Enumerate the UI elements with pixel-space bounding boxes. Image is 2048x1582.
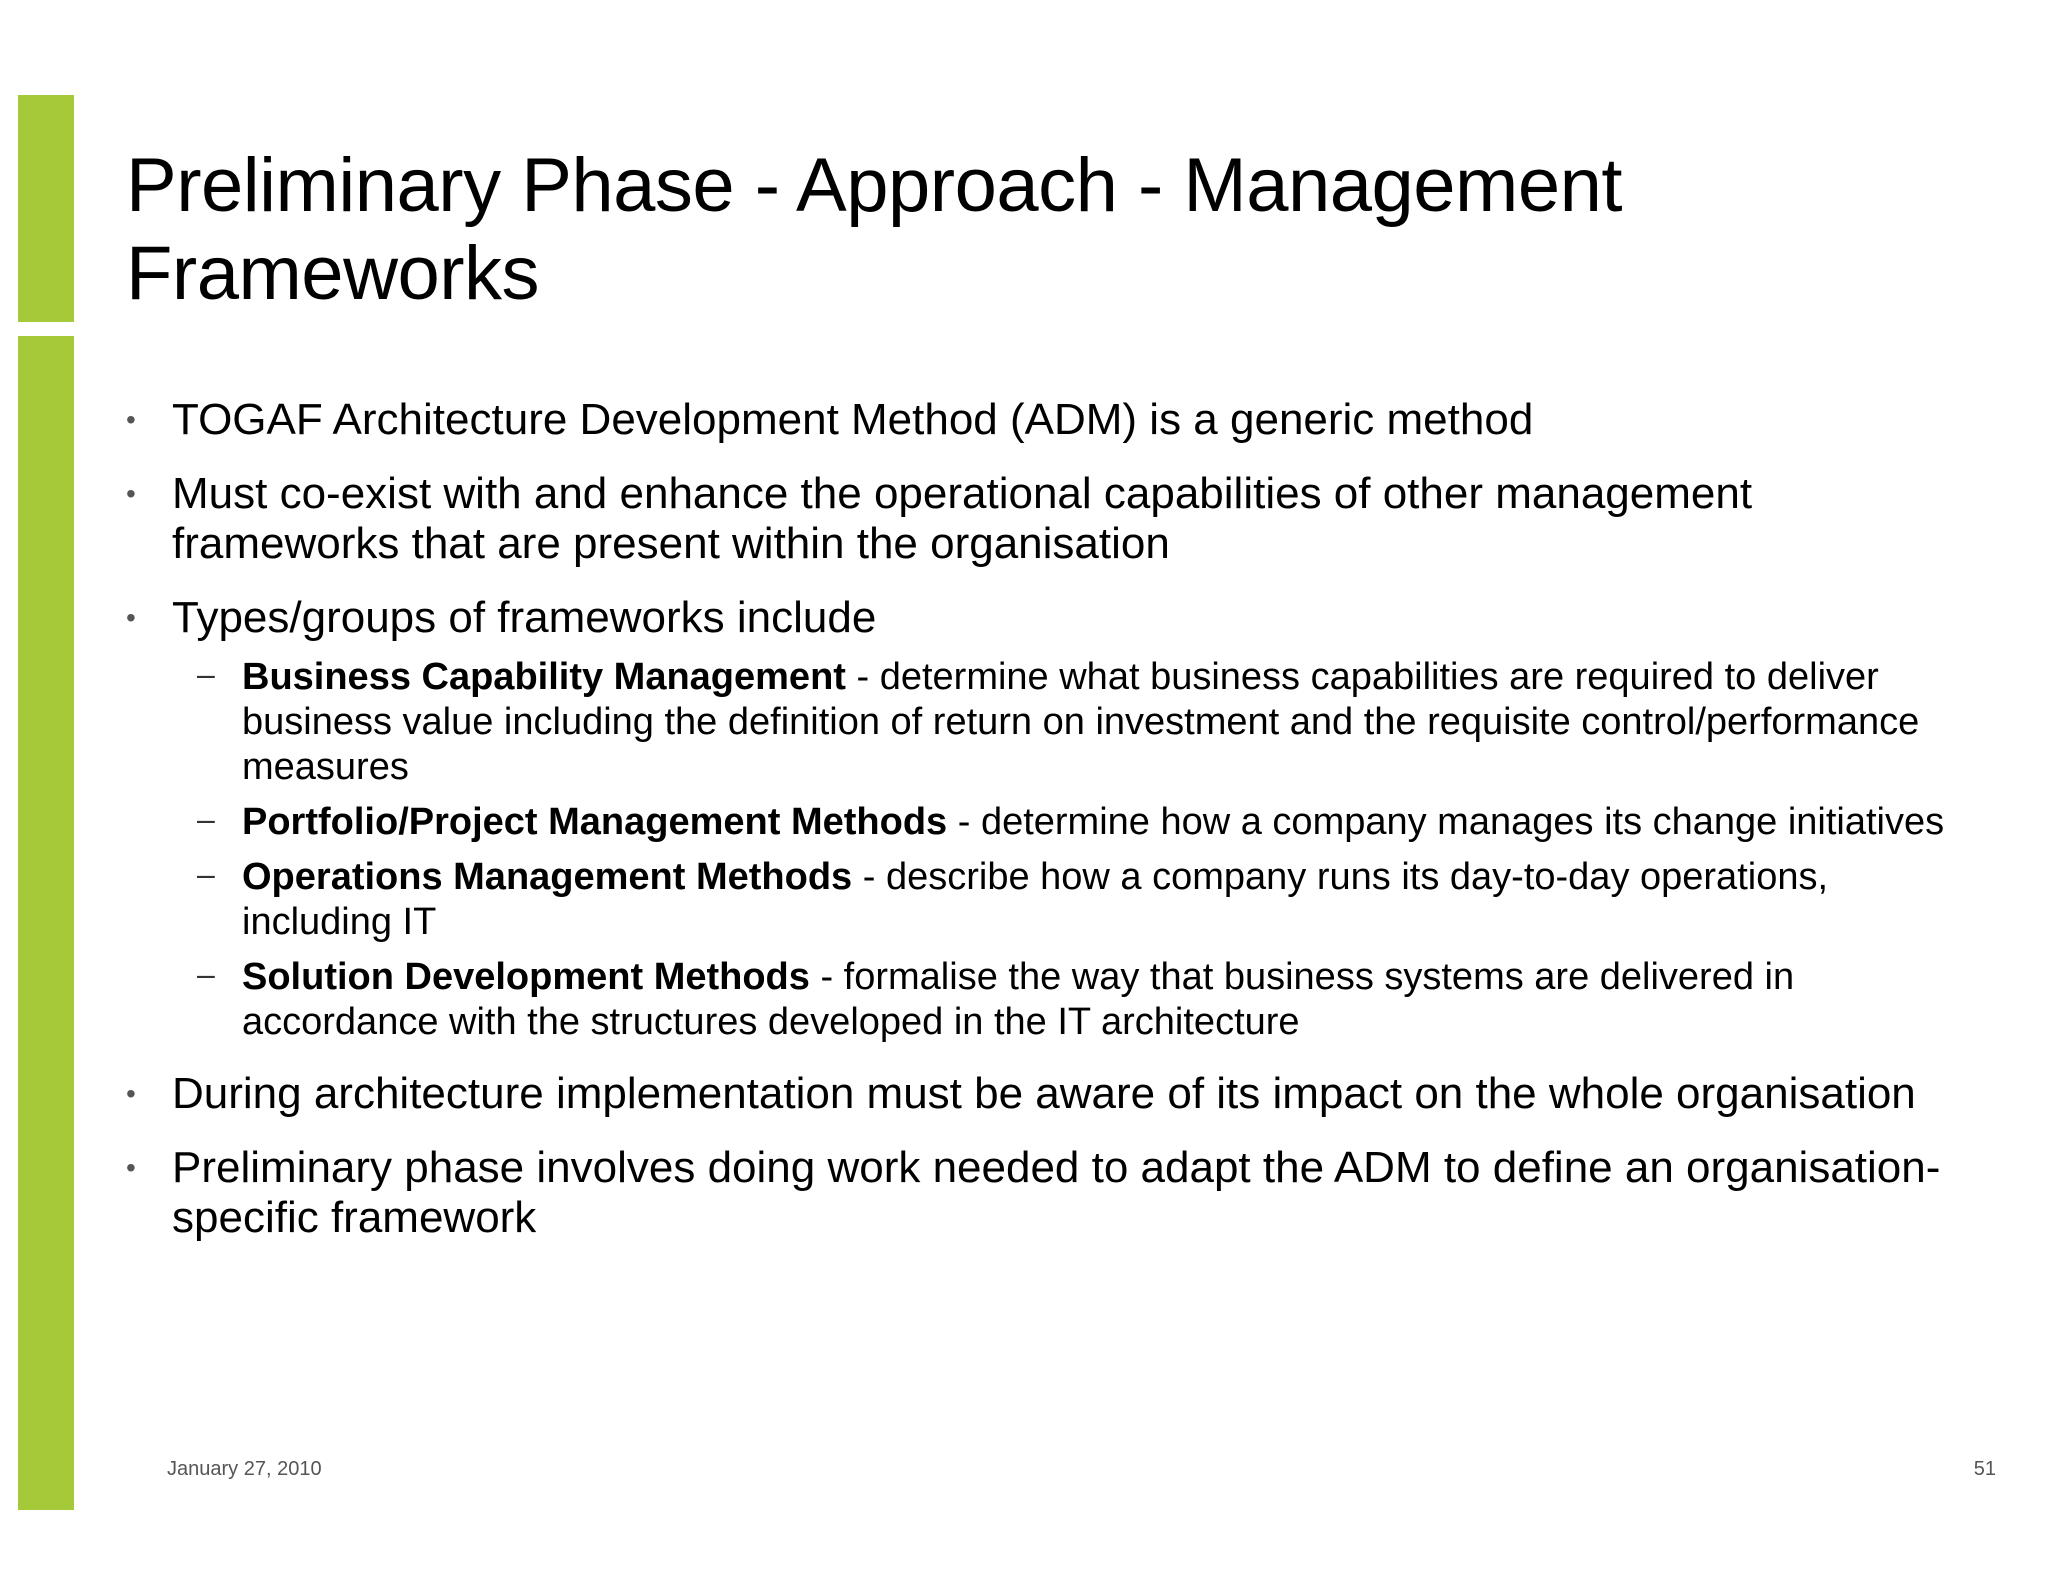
sub-bullet-description: - determine what business capabilities are required to deliver business value including the definition of return on investment and the requisite control/performance measures [242, 656, 1920, 788]
bullet-text: TOGAF Architecture Development Method (ADM) is a generic method [172, 395, 1534, 444]
sub-bullet-description: - formalise the way that business systems are delivered in accordance with the structures developed in the IT architecture [242, 956, 1795, 1043]
sub-bullet-term: Solution Development Methods [242, 956, 810, 998]
sub-bullet-item [172, 655, 1946, 790]
page-number: 51 [1973, 1458, 1996, 1480]
dash-icon: – [197, 956, 215, 992]
dash-icon: – [197, 656, 215, 692]
bullet-item [126, 395, 1946, 445]
bullet-text: Preliminary phase involves doing work needed to adapt the ADM to define an organisation-specific framework [172, 1143, 1941, 1242]
sub-bullet-item [172, 800, 1946, 845]
footer-date: January 27, 2010 [167, 1458, 322, 1480]
sub-bullet-term: Portfolio/Project Management Methods [242, 801, 948, 843]
bullet-item [126, 1069, 1946, 1119]
slide-title: Preliminary Phase - Approach - Management Frameworks [126, 143, 1623, 316]
bullet-item [126, 593, 1946, 1045]
sub-bullet-description: - describe how a company runs its day-to-day operations, including IT [242, 856, 1829, 943]
bullet-item [126, 469, 1946, 569]
bullet-text: Must co-exist with and enhance the operational capabilities of other management frameworks that are present within the organisation [172, 469, 1753, 568]
accent-bar-top [18, 95, 74, 322]
bullet-dot-icon: • [126, 1152, 136, 1183]
accent-bar-bottom [18, 336, 74, 1510]
dash-icon: – [197, 856, 215, 892]
dash-icon: – [197, 801, 215, 837]
bullet-dot-icon: • [126, 1078, 136, 1109]
sub-bullet-item [172, 955, 1946, 1045]
bullet-dot-icon: • [126, 478, 136, 509]
bullet-text: During architecture implementation must be aware of its impact on the whole organisation [172, 1069, 1916, 1118]
bullet-item [126, 1143, 1946, 1243]
sub-bullet-list [172, 655, 1946, 1045]
bullet-dot-icon: • [126, 602, 136, 633]
slide-content [126, 395, 1946, 1267]
bullet-dot-icon: • [126, 404, 136, 435]
bullet-text: Types/groups of frameworks include [172, 593, 877, 642]
sub-bullet-term: Business Capability Management [242, 656, 846, 698]
sub-bullet-item [172, 855, 1946, 945]
sub-bullet-term: Operations Management Methods [242, 856, 853, 898]
sub-bullet-description: - determine how a company manages its change initiatives [947, 801, 1945, 843]
